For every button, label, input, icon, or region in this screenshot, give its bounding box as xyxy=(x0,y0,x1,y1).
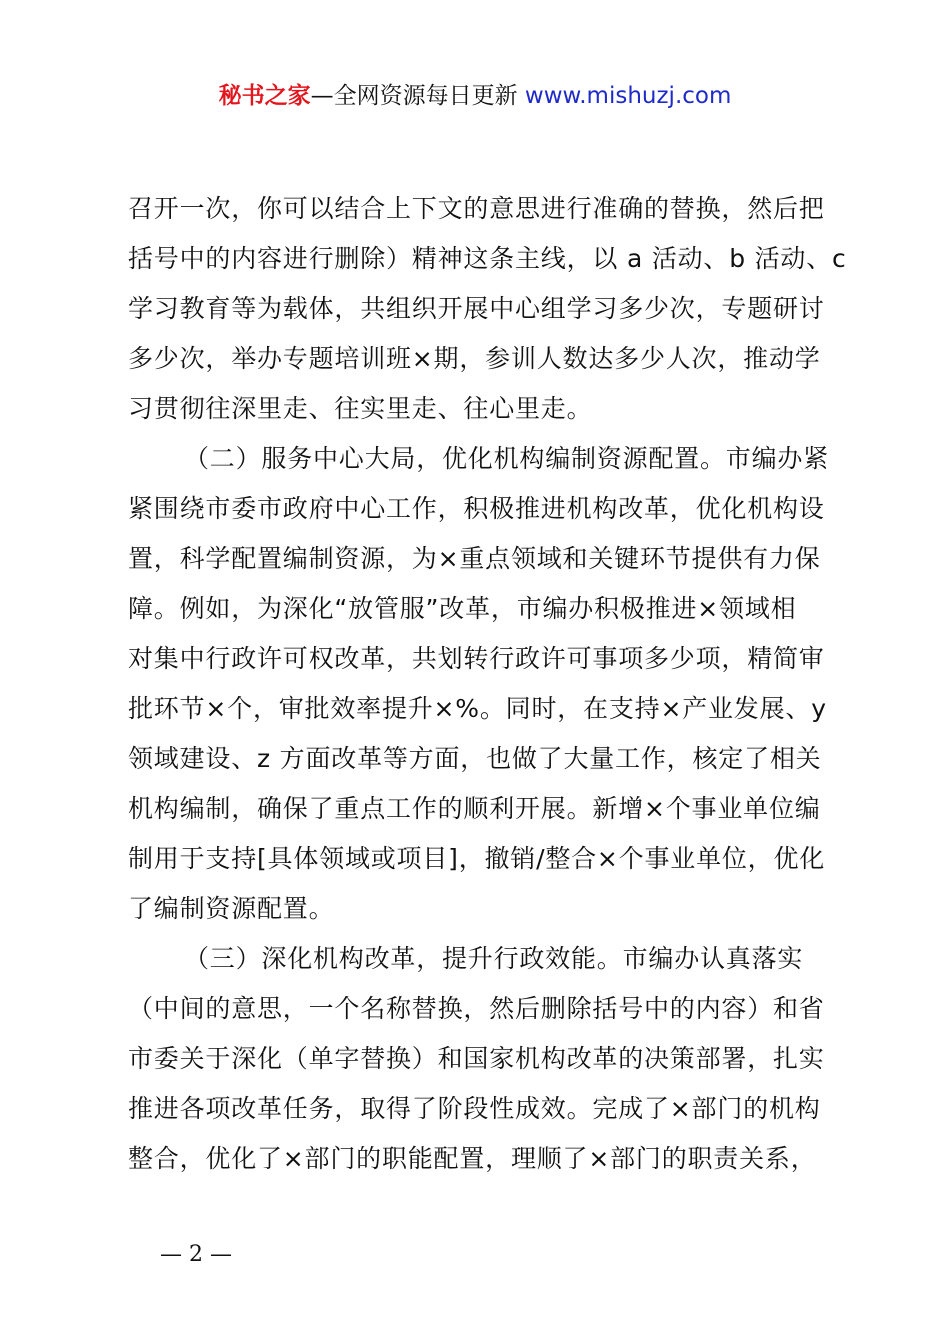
body-line: 市委关于深化（单字替换）和国家机构改革的决策部署，扎实 xyxy=(128,1044,825,1073)
body-line: 推进各项改革任务，取得了阶段性成效。完成了×部门的机构 xyxy=(128,1094,821,1123)
body-line: 障。例如，为深化“放管服”改革，市编办积极推进×领域相 xyxy=(128,594,797,623)
body-line: 了编制资源配置。 xyxy=(128,894,335,923)
body-line: 置，科学配置编制资源，为×重点领域和关键环节提供有力保 xyxy=(128,544,821,573)
body-line: 领域建设、z 方面改革等方面，也做了大量工作，核定了相关 xyxy=(128,744,822,773)
site-header xyxy=(0,80,950,112)
document-body xyxy=(128,184,847,1184)
body-line: 批环节×个，审批效率提升×%。同时，在支持×产业发展、y xyxy=(128,694,827,723)
body-line: 对集中行政许可权改革，共划转行政许可事项多少项，精简审 xyxy=(128,644,825,673)
body-line: 召开一次，你可以结合上下文的意思进行准确的替换，然后把 xyxy=(128,194,825,223)
section-heading-line: （二）服务中心大局，优化机构编制资源配置。市编办紧 xyxy=(184,444,830,473)
page-number: — 2 — xyxy=(160,1242,232,1267)
header-tagline: —全网资源每日更新 xyxy=(310,83,518,109)
body-line: 多少次，举办专题培训班×期，参训人数达多少人次，推动学 xyxy=(128,344,821,373)
site-url-link[interactable]: www.mishuzj.com xyxy=(524,83,732,109)
body-line: 整合，优化了×部门的职能配置，理顺了×部门的职责关系， xyxy=(128,1144,817,1173)
body-line: （中间的意思，一个名称替换，然后删除括号中的内容）和省 xyxy=(128,994,825,1023)
section-heading-line: （三）深化机构改革，提升行政效能。市编办认真落实 xyxy=(184,944,804,973)
brand-name: 秘书之家 xyxy=(218,83,311,109)
body-line: 机构编制，确保了重点工作的顺利开展。新增×个事业单位编 xyxy=(128,794,821,823)
body-line: 制用于支持[具体领域或项目]，撤销/整合×个事业单位，优化 xyxy=(128,844,826,873)
body-line: 紧围绕市委市政府中心工作，积极推进机构改革，优化机构设 xyxy=(128,494,825,523)
body-line: 括号中的内容进行删除）精神这条主线，以 a 活动、b 活动、c xyxy=(128,244,847,273)
body-line: 习贯彻往深里走、往实里走、往心里走。 xyxy=(128,394,593,423)
body-line: 学习教育等为载体，共组织开展中心组学习多少次，专题研讨 xyxy=(128,294,825,323)
